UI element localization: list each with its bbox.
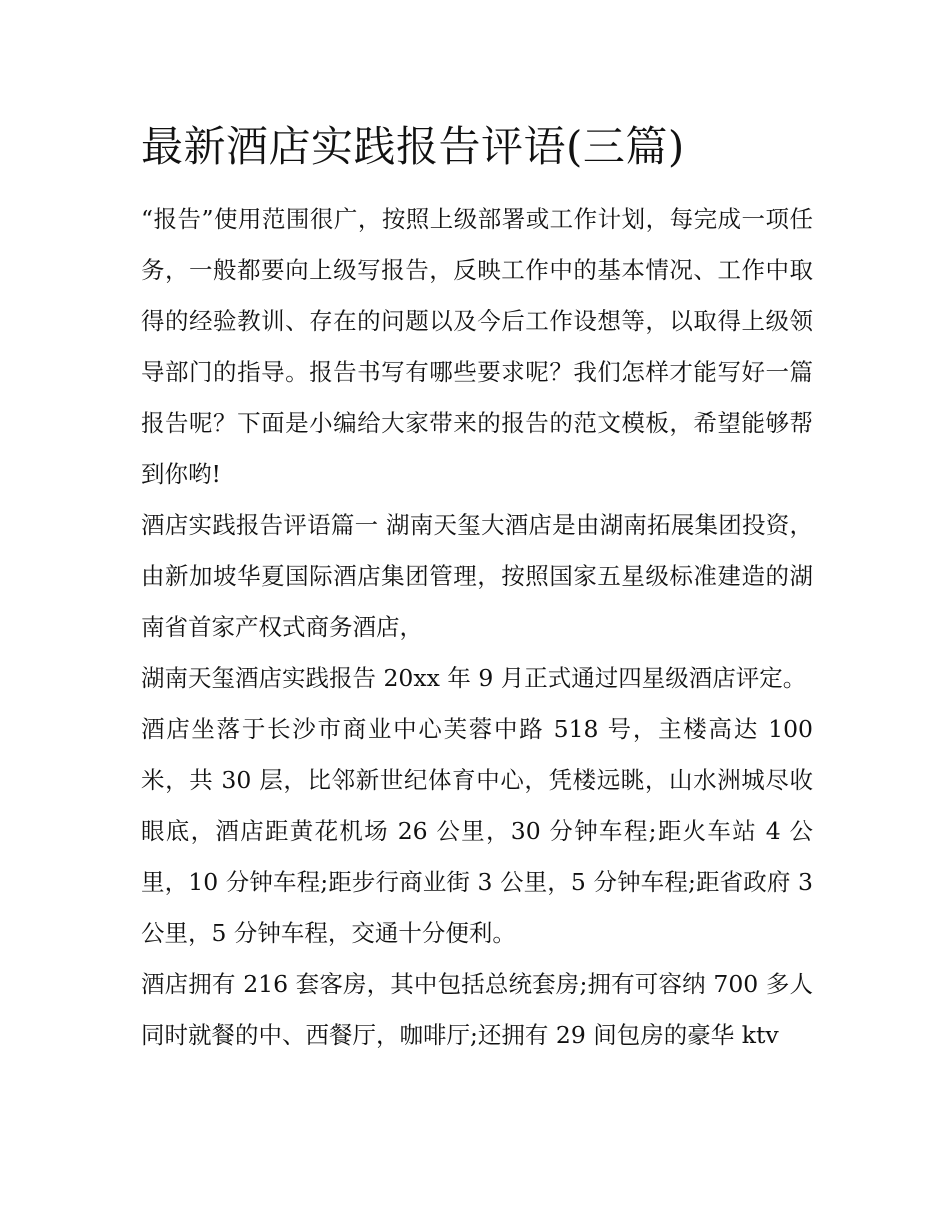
paragraph-intro: “报告”使用范围很广，按照上级部署或工作计划，每完成一项任务，一般都要向上级写报告，反映工作中的基本情况、工作中取得的经验教训、存在的问题以及今后工作设想等，以取得上级领导部门的指导。报告书写有哪些要求呢？我们怎样才能写好一篇报告呢？下面是小编给大家带来的报告的范文模板，希望能够帮到你哟! (141, 205, 813, 488)
paragraph-location: 酒店坐落于长沙市商业中心芙蓉中路 518 号，主楼高达 100 米，共 30 层，比邻新世纪体育中心，凭楼远眺，山水洲城尽收眼底，酒店距黄花机场 26 公里，30 分钟车程;距火车站 4 公里，10 分钟车程;距步行商业街 3 公里，5 分钟车程;距省政府 3 公里，5 分钟车程，交通十分便利。 (141, 715, 813, 947)
document-body (141, 118, 813, 1061)
paragraph-rating: 湖南天玺酒店实践报告 20xx 年 9 月正式通过四星级酒店评定。 (141, 664, 807, 692)
document-title: 最新酒店实践报告评语(三篇) (141, 122, 685, 171)
paragraph-hotel-overview: 酒店实践报告评语篇一 湖南天玺大酒店是由湖南拓展集团投资，由新加坡华夏国际酒店集团管理，按照国家五星级标准建造的湖南省首家产权式商务酒店， (141, 511, 813, 641)
paragraph-facilities: 酒店拥有 216 套客房，其中包括总统套房;拥有可容纳 700 多人同时就餐的中、西餐厅，咖啡厅;还拥有 29 间包房的豪华 ktv (141, 970, 813, 1049)
